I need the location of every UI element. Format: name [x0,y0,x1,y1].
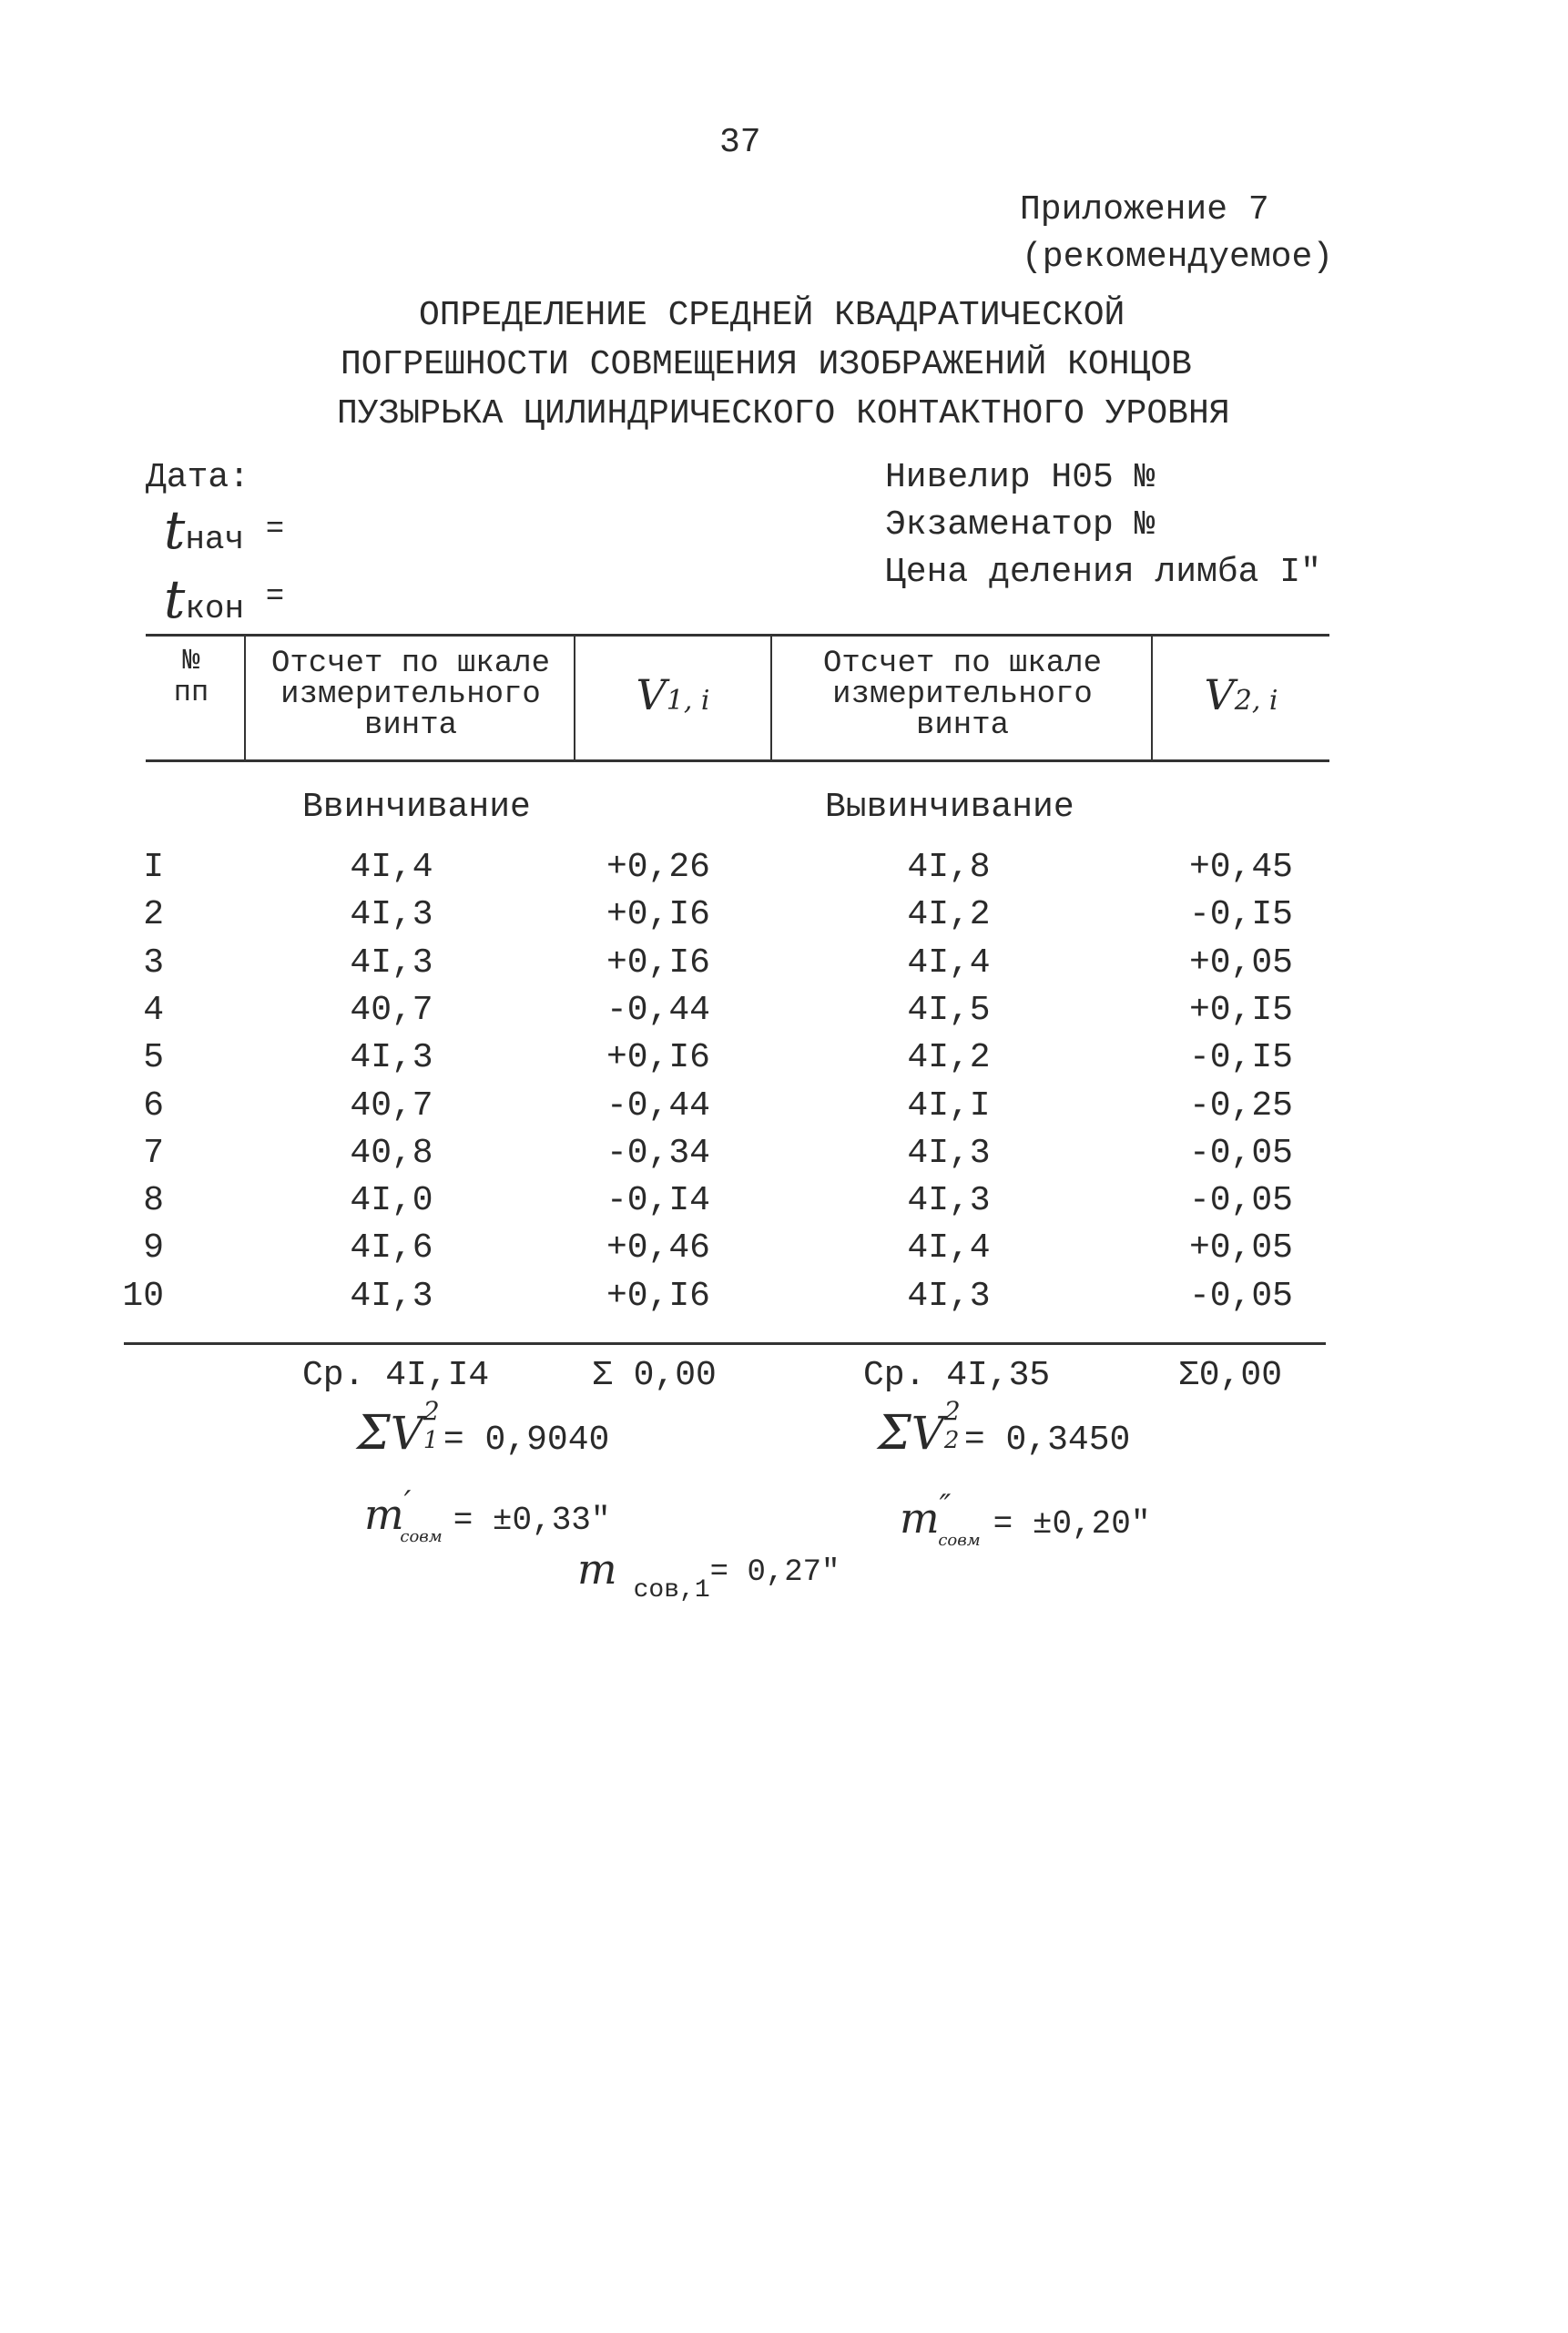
error-backward-value: = ±0,20″ [993,1505,1151,1543]
header-reading-1-line-3: винта [363,708,458,743]
sum-squares-1-sigma: Σ [357,1406,391,1461]
error-backward-sub: совм [938,1531,981,1550]
summary-rule [124,1342,1326,1345]
mean-2: Ср. 4I,35 [863,1356,1051,1395]
sum-squares-1-sub: 1 [423,1427,439,1454]
reading-in: 40,7 [350,991,433,1030]
deviation-out: +0,05 [1188,943,1293,983]
col-divider-1 [244,636,246,759]
reading-out: 4I,4 [907,1228,991,1268]
deviation-in: +0,46 [606,1228,710,1268]
reading-in: 4I,0 [350,1181,433,1220]
error-forward-value: = ±0,33″ [453,1502,611,1539]
t-end [164,568,284,630]
section-screwing-in: Ввинчивание [302,788,531,827]
deviation-in: +0,26 [606,848,710,887]
sum-squares-2-v: V [911,1407,944,1460]
col-divider-2 [574,636,575,759]
col-divider-3 [770,636,772,759]
title-line-1: ОПРЕДЕЛЕНИЕ СРЕДНЕЙ КВАДРАТИЧЕСКОЙ [419,296,1125,335]
row-number: 9 [143,1228,164,1268]
sum-squares-1-sup: 2 [423,1396,440,1426]
deviation-in: +0,I6 [606,895,710,934]
reading-out: 4I,5 [907,991,991,1030]
level-label: Нивелир Н05 № [885,458,1156,497]
deviation-in: -0,I4 [606,1181,710,1220]
reading-in: 4I,3 [350,943,433,983]
header-reading-2-line-3: винта [915,708,1010,743]
row-number: 4 [143,991,164,1030]
header-number-line-1: № [182,644,200,677]
deviation-out: -0,I5 [1188,1038,1293,1077]
deviation-out: -0,05 [1188,1277,1293,1316]
error-combined-symbol: m [577,1544,617,1594]
error-forward [364,1484,611,1546]
error-backward [900,1488,1151,1550]
deviation-out: -0,05 [1188,1181,1293,1220]
t-start [164,499,284,561]
title-line-2: ПОГРЕШНОСТИ СОВМЕЩЕНИЯ ИЗОБРАЖЕНИЙ КОНЦОВ [341,345,1192,384]
deviation-out: +0,05 [1188,1228,1293,1268]
header-number [146,645,237,708]
header-v1 [577,670,769,719]
t-end-equals: = [265,580,285,615]
error-backward-prime: ″ [939,1488,952,1524]
sum-squares-1-value: = 0,9040 [443,1421,610,1460]
reading-out: 4I,8 [907,848,991,887]
t-start-sub: нач [185,521,245,558]
row-number: 6 [143,1086,164,1126]
error-combined-value: = 0,27" [709,1555,840,1590]
deviation-in: -0,44 [606,991,710,1030]
deviation-out: -0,I5 [1188,895,1293,934]
row-number: 3 [143,943,164,983]
reading-in: 40,8 [350,1134,433,1173]
header-reading-2-line-2: измерительного [832,677,1093,712]
reading-out: 4I,4 [907,943,991,983]
header-v2 [1155,670,1328,719]
reading-in: 4I,3 [350,1277,433,1316]
title-line-3: ПУЗЫРЬКА ЦИЛИНДРИЧЕСКОГО КОНТАКТНОГО УРОВНЯ [337,394,1230,433]
reading-out: 4I,3 [907,1277,991,1316]
header-v1-main: V [636,670,667,719]
row-number: 5 [143,1038,164,1077]
header-reading-1-line-2: измерительного [280,677,541,712]
examiner-label: Экзаменатор № [885,505,1156,545]
mean-1: Ср. 4I,I4 [302,1356,490,1395]
header-v1-sub: 1, i [666,685,710,717]
reading-in: 4I,6 [350,1228,433,1268]
col-divider-4 [1151,636,1153,759]
error-combined-sub: сов,1 [633,1576,710,1605]
row-number: 2 [143,895,164,934]
sum-squares-1-v: V [390,1407,423,1460]
sum-squares-2-sup: 2 [943,1396,961,1426]
error-forward-sub: совм [400,1527,443,1546]
appendix-label: Приложение 7 [1020,190,1269,229]
error-forward-prime: ′ [403,1484,412,1521]
sum-2: Σ0,00 [1178,1356,1283,1395]
section-screwing-out: Вывинчивание [825,788,1074,827]
header-reading-1 [251,648,570,741]
t-start-equals: = [265,513,285,547]
deviation-out: -0,05 [1188,1134,1293,1173]
reading-out: 4I,3 [907,1181,991,1220]
deviation-in: +0,I6 [606,1038,710,1077]
header-v2-main: V [1204,670,1235,719]
reading-in: 4I,3 [350,1038,433,1077]
reading-in: 4I,4 [350,848,433,887]
header-reading-2 [776,648,1149,741]
row-number: 8 [143,1181,164,1220]
reading-out: 4I,3 [907,1134,991,1173]
reading-out: 4I,2 [907,895,991,934]
row-number: I [143,848,164,887]
deviation-out: +0,I5 [1188,991,1293,1030]
sum-1: Σ 0,00 [592,1356,717,1395]
deviation-in: -0,44 [606,1086,710,1126]
row-number: 10 [122,1277,164,1316]
header-reading-1-line-1: Отсчет по шкале [270,647,551,681]
header-reading-2-line-1: Отсчет по шкале [822,647,1103,681]
date-label: Дата: [146,458,250,497]
sum-squares-2 [878,1396,1131,1461]
t-symbol-2: t [164,568,186,630]
error-forward-symbol: m [364,1490,404,1539]
table-header-rule [146,759,1329,762]
header-v2-sub: 2, i [1234,685,1278,717]
reading-out: 4I,I [907,1086,991,1126]
row-number: 7 [143,1134,164,1173]
reading-in: 4I,3 [350,895,433,934]
sum-squares-2-sub: 2 [943,1427,960,1454]
page-number: 37 [719,123,761,162]
t-symbol: t [164,499,186,561]
sum-squares-1 [357,1396,610,1461]
deviation-in: -0,34 [606,1134,710,1173]
deviation-in: +0,I6 [606,1277,710,1316]
deviation-out: -0,25 [1188,1086,1293,1126]
appendix-note: (рекомендуемое) [1022,238,1334,277]
reading-in: 40,7 [350,1086,433,1126]
error-backward-symbol: m [900,1493,940,1543]
deviation-in: +0,I6 [606,943,710,983]
deviation-out: +0,45 [1188,848,1293,887]
sum-squares-2-value: = 0,3450 [963,1421,1131,1460]
sum-squares-2-sigma: Σ [878,1406,911,1461]
t-end-sub: кон [185,590,245,627]
reading-out: 4I,2 [907,1038,991,1077]
division-label: Цена деления лимба I" [885,553,1321,592]
error-combined [577,1544,840,1605]
header-number-line-2: пп [173,676,209,710]
